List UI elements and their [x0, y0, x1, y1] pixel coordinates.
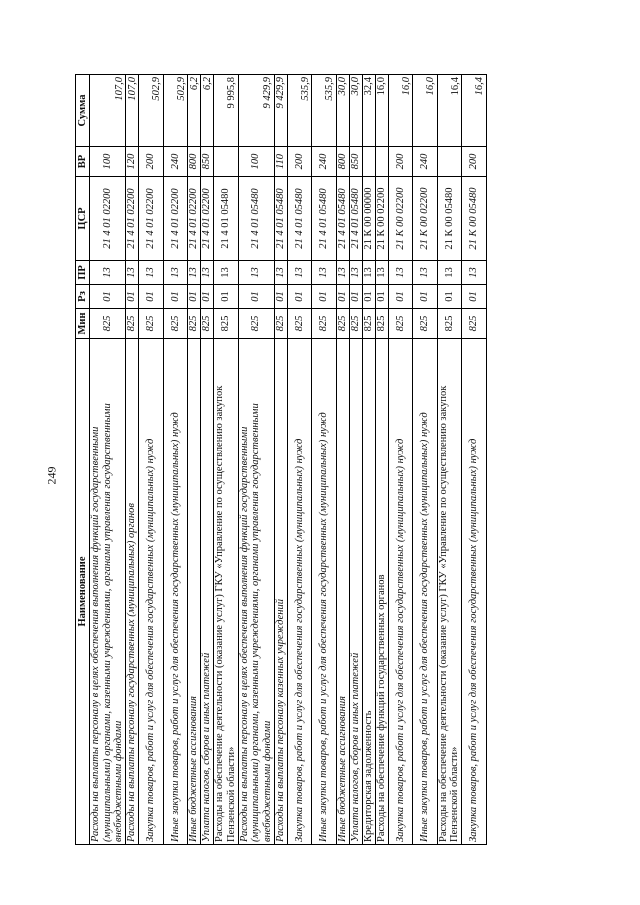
cell-pr: 13: [312, 261, 337, 285]
cell-vr: [375, 147, 388, 177]
cell-csr: 21 К 00 02200: [413, 177, 438, 261]
cell-rz: 01: [388, 285, 413, 309]
header-sum: Сумма: [76, 75, 90, 147]
cell-csr: 21 К 00 00000: [362, 177, 375, 261]
cell-csr: 21 4 01 05480: [274, 177, 287, 261]
cell-min: 825: [413, 309, 438, 339]
table-row: [238, 75, 274, 845]
cell-min: 825: [312, 309, 337, 339]
cell-pr: 13: [188, 261, 201, 285]
cell-pr: 13: [163, 261, 188, 285]
cell-rz: 01: [188, 285, 201, 309]
cell-sum: 535,9: [312, 75, 337, 147]
cell-rz: 01: [139, 285, 164, 309]
header-rz: Рз: [76, 285, 90, 309]
cell-name: Закупка товаров, работ и услуг для обеспечения государственных (муниципальных) нужд: [287, 339, 312, 845]
cell-min: 825: [90, 309, 126, 339]
cell-rz: 01: [413, 285, 438, 309]
cell-pr: 13: [274, 261, 287, 285]
cell-pr: 13: [413, 261, 438, 285]
cell-name: Уплата налогов, сборов и иных платежей: [201, 339, 214, 845]
table-row: [312, 75, 337, 845]
cell-min: 825: [201, 309, 214, 339]
cell-vr: 200: [287, 147, 312, 177]
table-row: [126, 75, 139, 845]
cell-pr: 13: [462, 261, 487, 285]
cell-rz: 01: [238, 285, 274, 309]
cell-sum: 9 995,8: [214, 75, 239, 147]
header-csr: ЦСР: [76, 177, 90, 261]
cell-min: 825: [349, 309, 362, 339]
cell-pr: 13: [214, 261, 239, 285]
cell-name: Уплата налогов, сборов и иных платежей: [349, 339, 362, 845]
table-row: [336, 75, 349, 845]
header-pr: ПР: [76, 261, 90, 285]
table-row: [201, 75, 214, 845]
table-row: [163, 75, 188, 845]
cell-csr: 21 4 01 02200: [90, 177, 126, 261]
cell-vr: 100: [90, 147, 126, 177]
cell-name: Расходы на выплаты персоналу государственных (муниципальных) органов: [126, 339, 139, 845]
cell-min: 825: [388, 309, 413, 339]
cell-name: Иные закупки товаров, работ и услуг для обеспечения государственных (муниципальных) нужд: [312, 339, 337, 845]
cell-csr: 21 4 01 05480: [287, 177, 312, 261]
cell-rz: 01: [312, 285, 337, 309]
cell-rz: 01: [201, 285, 214, 309]
cell-name: Расходы на обеспечение деятельности (оказание услуг) ГКУ «Управление по осуществлению закупок Пензенской области»: [437, 339, 462, 845]
cell-vr: [214, 147, 239, 177]
cell-csr: 21 К 00 02200: [375, 177, 388, 261]
cell-min: 825: [163, 309, 188, 339]
table-row: [349, 75, 362, 845]
cell-min: 825: [238, 309, 274, 339]
cell-rz: 01: [336, 285, 349, 309]
budget-table: [75, 74, 487, 845]
cell-min: 825: [362, 309, 375, 339]
cell-vr: 200: [388, 147, 413, 177]
cell-name: Иные бюджетные ассигнования: [188, 339, 201, 845]
cell-csr: 21 4 01 05480: [214, 177, 239, 261]
cell-pr: 13: [126, 261, 139, 285]
cell-min: 825: [375, 309, 388, 339]
cell-name: Расходы на выплаты персоналу казенных учреждений: [274, 339, 287, 845]
cell-name: Иные бюджетные ассигнования: [336, 339, 349, 845]
cell-pr: 13: [362, 261, 375, 285]
cell-vr: 200: [139, 147, 164, 177]
table-row: [139, 75, 164, 845]
cell-sum: 6,2: [201, 75, 214, 147]
cell-vr: 850: [201, 147, 214, 177]
cell-vr: 240: [413, 147, 438, 177]
cell-csr: 21 4 01 05480: [336, 177, 349, 261]
cell-min: 825: [214, 309, 239, 339]
cell-pr: 13: [238, 261, 274, 285]
cell-rz: 01: [90, 285, 126, 309]
cell-sum: 16,4: [437, 75, 462, 147]
cell-vr: 240: [312, 147, 337, 177]
table-row: [388, 75, 413, 845]
cell-vr: 110: [274, 147, 287, 177]
cell-csr: 21 4 01 02200: [201, 177, 214, 261]
cell-csr: 21 К 00 05480: [437, 177, 462, 261]
cell-sum: 32,4: [362, 75, 375, 147]
cell-sum: 107,0: [126, 75, 139, 147]
cell-rz: 01: [274, 285, 287, 309]
cell-rz: 01: [287, 285, 312, 309]
cell-name: Расходы на выплаты персоналу в целях обеспечения выполнения функций государственными (муниципальными) органами, казенными учреждениями, органами управления государственными внебюджетными фондами: [238, 339, 274, 845]
cell-sum: 502,9: [139, 75, 164, 147]
table-row: [90, 75, 126, 845]
cell-sum: 30,0: [336, 75, 349, 147]
table-row: [214, 75, 239, 845]
cell-csr: 21 К 00 05480: [462, 177, 487, 261]
cell-min: 825: [126, 309, 139, 339]
cell-min: 825: [287, 309, 312, 339]
table-row: [274, 75, 287, 845]
cell-sum: 9 429,9: [238, 75, 274, 147]
cell-vr: 240: [163, 147, 188, 177]
cell-rz: 01: [375, 285, 388, 309]
cell-sum: 16,4: [462, 75, 487, 147]
cell-sum: 6,2: [188, 75, 201, 147]
cell-vr: 100: [238, 147, 274, 177]
cell-vr: 800: [188, 147, 201, 177]
cell-csr: 21 4 01 05480: [238, 177, 274, 261]
table-row: [362, 75, 375, 845]
cell-name: Закупка товаров, работ и услуг для обеспечения государственных (муниципальных) нужд: [139, 339, 164, 845]
table-row: [188, 75, 201, 845]
cell-name: Закупка товаров, работ и услуг для обеспечения государственных (муниципальных) нужд: [388, 339, 413, 845]
cell-name: Расходы на обеспечение деятельности (оказание услуг) ГКУ «Управление по осуществлению закупок Пензенской области»: [214, 339, 239, 845]
cell-pr: 13: [139, 261, 164, 285]
cell-rz: 01: [349, 285, 362, 309]
cell-vr: [437, 147, 462, 177]
table-body: [90, 75, 487, 845]
cell-min: 825: [188, 309, 201, 339]
cell-rz: 01: [163, 285, 188, 309]
table-row: [375, 75, 388, 845]
cell-csr: 21 4 01 02200: [126, 177, 139, 261]
cell-rz: 01: [437, 285, 462, 309]
cell-name: Иные закупки товаров, работ и услуг для обеспечения государственных (муниципальных) нужд: [413, 339, 438, 845]
cell-name: Кредиторская задолженность: [362, 339, 375, 845]
cell-vr: [362, 147, 375, 177]
cell-csr: 21 4 01 02200: [188, 177, 201, 261]
cell-name: Расходы на выплаты персоналу в целях обеспечения выполнения функций государственными (муниципальными) органами, казенными учреждениями, органами управления государственными внебюджетными фондами: [90, 339, 126, 845]
cell-sum: 30,0: [349, 75, 362, 147]
cell-min: 825: [462, 309, 487, 339]
cell-vr: 120: [126, 147, 139, 177]
cell-min: 825: [274, 309, 287, 339]
page-number: 249: [44, 466, 59, 485]
cell-pr: 13: [388, 261, 413, 285]
cell-csr: 21 4 01 02200: [163, 177, 188, 261]
cell-pr: 13: [375, 261, 388, 285]
cell-pr: 13: [90, 261, 126, 285]
cell-rz: 01: [462, 285, 487, 309]
cell-pr: 13: [437, 261, 462, 285]
header-vr: ВР: [76, 147, 90, 177]
cell-pr: 13: [201, 261, 214, 285]
cell-rz: 01: [214, 285, 239, 309]
rotated-table-container: [75, 75, 580, 845]
table-row: [462, 75, 487, 845]
table-row: [437, 75, 462, 845]
cell-min: 825: [139, 309, 164, 339]
cell-csr: 21 4 01 05480: [312, 177, 337, 261]
cell-sum: 107,0: [90, 75, 126, 147]
table-header-row: [76, 75, 90, 845]
cell-name: Иные закупки товаров, работ и услуг для обеспечения государственных (муниципальных) нужд: [163, 339, 188, 845]
header-name: Наименование: [76, 339, 90, 845]
cell-csr: 21 4 01 02200: [139, 177, 164, 261]
cell-sum: 535,9: [287, 75, 312, 147]
table-row: [287, 75, 312, 845]
cell-pr: 13: [349, 261, 362, 285]
cell-rz: 01: [362, 285, 375, 309]
cell-name: Расходы на обеспечение функций государственных органов: [375, 339, 388, 845]
cell-min: 825: [437, 309, 462, 339]
cell-csr: 21 К 00 02200: [388, 177, 413, 261]
cell-min: 825: [336, 309, 349, 339]
cell-sum: 16,0: [388, 75, 413, 147]
table-row: [413, 75, 438, 845]
cell-vr: 800: [336, 147, 349, 177]
cell-sum: 16,0: [413, 75, 438, 147]
cell-sum: 502,9: [163, 75, 188, 147]
cell-csr: 21 4 01 05480: [349, 177, 362, 261]
cell-vr: 200: [462, 147, 487, 177]
cell-vr: 850: [349, 147, 362, 177]
cell-rz: 01: [126, 285, 139, 309]
cell-pr: 13: [336, 261, 349, 285]
cell-name: Закупка товаров, работ и услуг для обеспечения государственных (муниципальных) нужд: [462, 339, 487, 845]
header-min: Мин: [76, 309, 90, 339]
cell-sum: 9 429,9: [274, 75, 287, 147]
cell-sum: 16,0: [375, 75, 388, 147]
cell-pr: 13: [287, 261, 312, 285]
